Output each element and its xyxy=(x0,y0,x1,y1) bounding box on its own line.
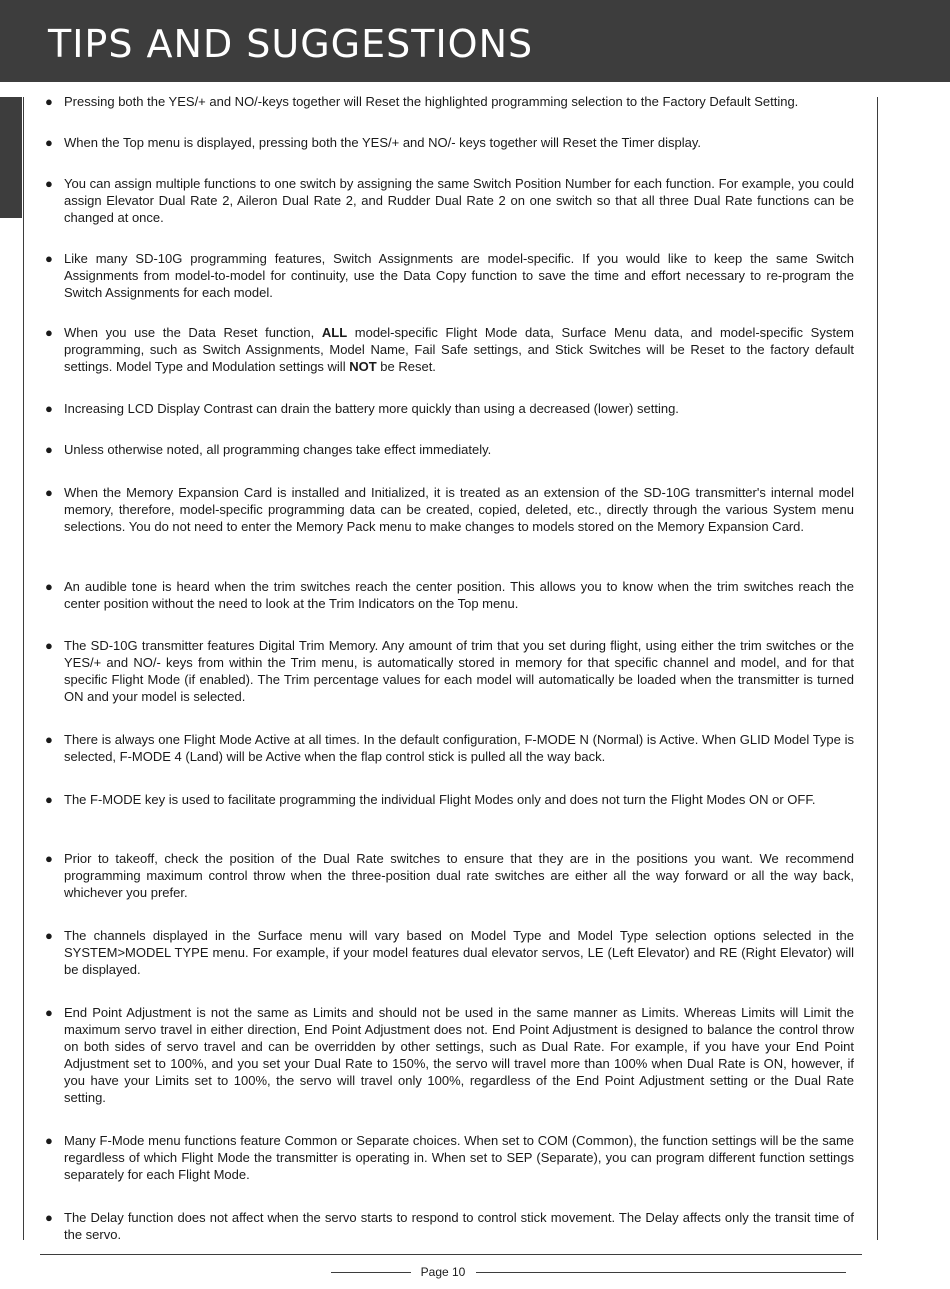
tip-item xyxy=(40,484,854,535)
footer-rule-right xyxy=(476,1272,846,1273)
bullet-icon: ● xyxy=(45,579,53,594)
bullet-icon: ● xyxy=(45,1210,53,1225)
tip-text: An audible tone is heard when the trim switches reach the center position. This allows you to know when the trim switches reach the center position without the need to look at the Trim Indicators on the Top menu. xyxy=(64,579,854,611)
tip-item xyxy=(40,175,854,226)
bullet-icon: ● xyxy=(45,1133,53,1148)
tip-text: You can assign multiple functions to one switch by assigning the same Switch Position Number for each function. For example, you could assign Elevator Dual Rate 2, Aileron Dual Rate 2, and Rudder Dual Rate 2 on one switch so that all three Dual Rate functions can be changed at once. xyxy=(64,176,854,225)
page-number: Page 10 xyxy=(420,1265,466,1279)
header-band xyxy=(0,0,950,82)
footer-rule-left xyxy=(331,1272,411,1273)
left-border-rule xyxy=(23,97,24,1240)
bullet-icon: ● xyxy=(45,325,53,340)
tip-item xyxy=(40,1209,854,1243)
bullet-icon: ● xyxy=(45,176,53,191)
bullet-icon: ● xyxy=(45,1005,53,1020)
emphasis-not: NOT xyxy=(349,359,377,374)
tip-item xyxy=(40,1004,854,1106)
bullet-icon: ● xyxy=(45,251,53,266)
bullet-icon: ● xyxy=(45,928,53,943)
tip-item xyxy=(40,134,854,151)
tip-text: When the Top menu is displayed, pressing both the YES/+ and NO/- keys together will Reset the Timer display. xyxy=(64,135,701,150)
bullet-icon: ● xyxy=(45,401,53,416)
tip-text: The SD-10G transmitter features Digital Trim Memory. Any amount of trim that you set during flight, using either the trim switches or the YES/+ and NO/- keys from within the Trim menu, is automatically stored in memory for that specific channel and model, and for that specific Flight Mode (if enabled). The Trim percentage values for each model will automatically be loaded when the transmitter is turned ON and your model is selected. xyxy=(64,638,854,704)
tip-item xyxy=(40,324,854,375)
page-title: TIPS AND SUGGESTIONS xyxy=(48,22,534,66)
tip-text: There is always one Flight Mode Active at all times. In the default configuration, F-MODE N (Normal) is Active. When GLID Model Type is selected, F-MODE 4 (Land) will be Active when the flap control stick is pulled all the way back. xyxy=(64,732,854,764)
bullet-icon: ● xyxy=(45,442,53,457)
tip-item xyxy=(40,1132,854,1183)
bullet-icon: ● xyxy=(45,485,53,500)
bottom-border-rule xyxy=(40,1254,862,1255)
bullet-icon: ● xyxy=(45,792,53,807)
side-tab-marker xyxy=(0,97,22,218)
tip-text: Prior to takeoff, check the position of the Dual Rate switches to ensure that they are in the positions you want. We recommend programming maximum control throw when the three-position dual rate switches are either all the way forward or all the way back, whichever you prefer. xyxy=(64,851,854,900)
tip-text: End Point Adjustment is not the same as Limits and should not be used in the same manner as Limits. Whereas Limits will Limit the maximum servo travel in either direction, End Point Adjustment does not. End Point Adjustment is designed to balance the control throw on both sides of servo travel and can be overridden by other settings, such as Dual Rate. For example, if you have your End Point Adjustment set to 100%, and you set your Dual Rate to 150%, the servo will travel more than 100% when Dual Rate is ON, however, if you have your Limits set to 100%, the servo will travel only 100%, regardless of the End Point Adjustment setting or the Dual Rate setting. xyxy=(64,1005,854,1105)
tip-text: When the Memory Expansion Card is installed and Initialized, it is treated as an extension of the SD-10G transmitter's internal model memory, therefore, model-specific programming data can be created, copied, deleted, etc., directly through the various System menu selections. You do not need to enter the Memory Pack menu to make changes to models stored on the Memory Expansion Card. xyxy=(64,485,854,534)
right-border-rule xyxy=(877,97,878,1240)
tip-item xyxy=(40,927,854,978)
tip-text-part: When you use the Data Reset function, xyxy=(64,325,322,340)
tip-text xyxy=(64,324,854,375)
tip-text: Increasing LCD Display Contrast can drain the battery more quickly than using a decreased (lower) setting. xyxy=(64,401,679,416)
tip-text: Many F-Mode menu functions feature Common or Separate choices. When set to COM (Common), the function settings will be the same regardless of which Flight Mode the transmitter is operating in. When set to SEP (Separate), you can program different function settings separately for each Flight Mode. xyxy=(64,1133,854,1182)
tip-text: The channels displayed in the Surface menu will vary based on Model Type and Model Type selection options selected in the SYSTEM>MODEL TYPE menu. For example, if your model features dual elevator servos, LE (Left Elevator) and RE (Right Elevator) will be displayed. xyxy=(64,928,854,977)
tip-text-part: model-specific Flight Mode data, Surface Menu data, and model-specific System programming, such as Switch Assignments, Model Name, Fail Safe settings, and Stick Switches will be Reset to the factory default settings. Model Type and Modulation settings will xyxy=(64,325,854,374)
tip-item xyxy=(40,250,854,301)
tip-item xyxy=(40,400,854,417)
bullet-icon: ● xyxy=(45,732,53,747)
tip-item xyxy=(40,850,854,901)
tip-text: The F-MODE key is used to facilitate programming the individual Flight Modes only and does not turn the Flight Modes ON or OFF. xyxy=(64,792,816,807)
tip-item xyxy=(40,441,854,458)
tip-text-part: be Reset. xyxy=(376,359,436,374)
bullet-icon: ● xyxy=(45,638,53,653)
tip-item xyxy=(40,731,854,765)
tip-text: Like many SD-10G programming features, Switch Assignments are model-specific. If you would like to keep the same Switch Assignments from model-to-model for continuity, use the Data Copy function to save the time and effort necessary to re-program the Switch Assignments for each model. xyxy=(64,251,854,300)
tip-text: Unless otherwise noted, all programming changes take effect immediately. xyxy=(64,442,492,457)
emphasis-all: ALL xyxy=(321,325,348,340)
tip-item xyxy=(40,93,854,110)
tip-text: Pressing both the YES/+ and NO/-keys together will Reset the highlighted programming selection to the Factory Default Setting. xyxy=(64,94,799,109)
tip-text: The Delay function does not affect when the servo starts to respond to control stick movement. The Delay affects only the transit time of the servo. xyxy=(64,1210,854,1242)
bullet-icon: ● xyxy=(45,851,53,866)
bullet-icon: ● xyxy=(45,135,53,150)
tip-item xyxy=(40,578,854,612)
bullet-icon: ● xyxy=(45,94,53,109)
tip-item xyxy=(40,637,854,705)
tip-item xyxy=(40,791,854,808)
